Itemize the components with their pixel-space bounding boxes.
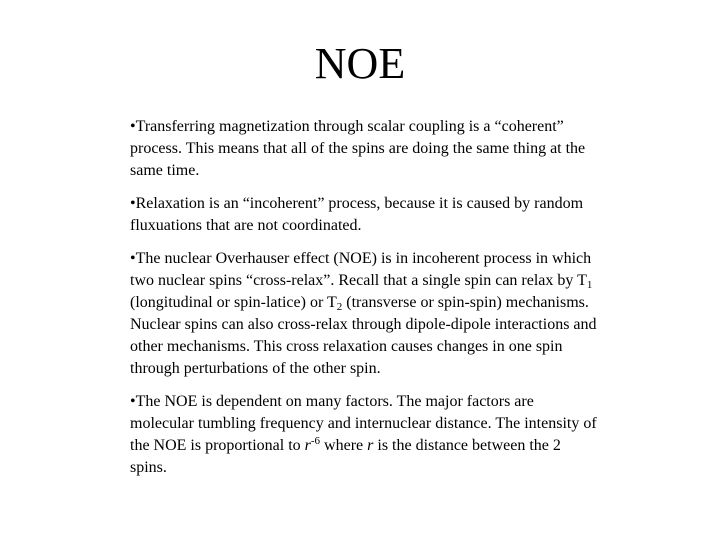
paragraph-text: where: [320, 437, 368, 454]
paragraph-text: Relaxation is an “incoherent” process, because it is caused by random fluxuations that are not coordinated.: [130, 195, 584, 234]
paragraph-text: The NOE is dependent on many factors. The major factors are molecular tumbling frequency and internuclear distance. The intensity of the NOE is proportional to: [130, 393, 597, 454]
subscript-t2: 2: [336, 301, 343, 313]
slide-body: [130, 116, 600, 490]
exponent: -6: [310, 435, 321, 447]
paragraph-noe-definition: [130, 248, 600, 380]
bullet: •: [130, 195, 136, 212]
bullet: •: [130, 118, 136, 135]
paragraph-noe-factors: [130, 391, 600, 479]
paragraph-text: (transverse or spin-spin) mechanisms. Nuclear spins can also cross-relax through dipole-dipole interactions and other mechanisms. This cross relaxation causes changes in one spin through perturbations of the other spin.: [130, 294, 597, 377]
bullet: •: [130, 250, 136, 267]
paragraph-relaxation: [130, 193, 600, 237]
paragraph-text: Transferring magnetization through scalar coupling is a “coherent” process. This means that all of the spins are doing the same thing at the same time.: [130, 118, 586, 179]
slide-title: NOE: [314, 39, 406, 88]
variable-r: r: [367, 437, 374, 454]
bullet: •: [130, 393, 136, 410]
subscript-t1: 1: [586, 279, 593, 291]
paragraph-text: The nuclear Overhauser effect (NOE) is in incoherent process in which two nuclear spins “cross-relax”. Recall that a single spin can relax by T: [130, 250, 592, 289]
paragraph-text: is the distance between the 2 spins.: [130, 437, 561, 476]
variable-r: r: [304, 437, 311, 454]
paragraph-text: (longitudinal or spin-latice) or T: [130, 294, 337, 311]
paragraph-coherent: [130, 116, 600, 182]
